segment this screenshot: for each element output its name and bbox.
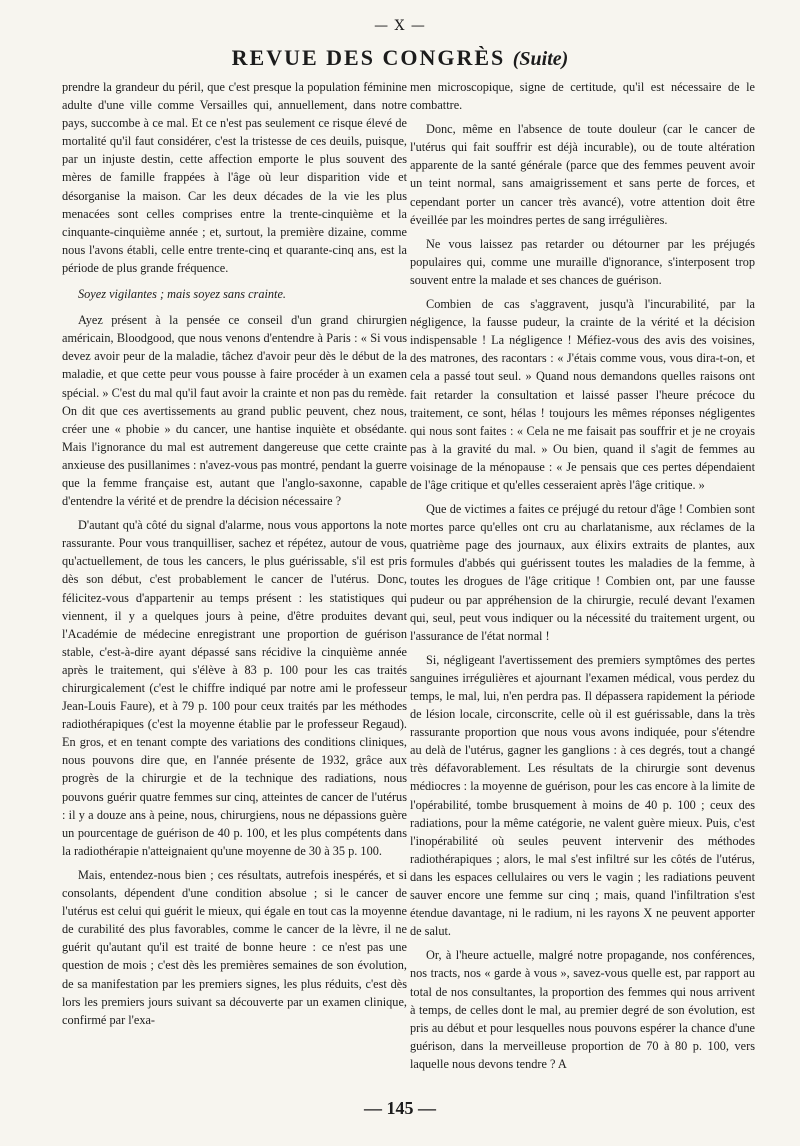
paragraph: Si, négligeant l'avertissement des premiers symptômes des pertes sanguines irrégulières et ajournant l'examen médical, vous perdez du temps, le mal, lui, n'en perdra pas. Il dépassera rapidement la période de lésion locale, circonscrite, celle où il est guérissable, dans la très rassurante proportion que nous vous avons indiquée, pour s'étendre au delà de l'utérus, gagner les ganglions : à ces degrés, tout a changé très défavorablement. Les résultats de la chirurgie sont devenus médiocres : la moyenne de guérison, pour les cas encore à la limite de l'opérabilité, tombe brusquement à moins de 40 p. 100 ; ceux des radiations, pour la même catégorie, ne valent guère mieux. Puis, c'est l'inopérabilité où seules peuvent intervenir des méthodes radiothérapiques ; alors, le mal s'est infiltré sur les côtés de l'utérus, dans les espaces cellulaires ou vers le vagin ; les radiations peuvent sauver encore une femme sur cinq ; mais, quand l'infiltration s'est étendue davantage, ni le radium, ni les rayons X ne peuvent apporter de salut. — [410, 652, 755, 939]
title-main: REVUE DES CONGRÈS — [231, 45, 506, 70]
page-number: — 145 — — [364, 1098, 436, 1118]
paragraph: D'autant qu'à côté du signal d'alarme, nous vous apportons la note rassurante. Pour vous tranquilliser, sachez et répétez, autour de vous, qu'actuellement, de tous les cancers, le plus guérissable, s'il est pris dès son début, c'est probablement le cancer de l'utérus. Donc, félicitez-vous d'appartenir au temps présent : les statistiques qui viennent, il y a quelques jours à peine, d'être produites devant l'Académie de médecine enregistrant une proportion de guérison stable, c'est-à-dire ayant dépassé sans récidive la cinquième année après le traitement, qui s'élève à 83 p. 100 pour les cas traités chirurgicalement (c'est le chiffre indiqué par notre ami le professeur Jean-Louis Faure), et à 79 p. 100 pour ceux traités par les méthodes radiothérapiques (c'est la moyenne établie par le professeur Regaud). En gros, et en tenant compte des variations des conditions cliniques, nous pouvons dire que, en l'année présente de 1932, grâce aux progrès de la chirurgie et de la technique des radiations, nous pouvons guérir quatre femmes sur cinq, atteintes de cancer de l'utérus : il y a douze ans à peine, nous, chirurgiens, nous ne dépassions guère un pourcentage de guérison de 40 p. 100, et les plus compétents dans la radiothérapie n'atteignaient qu'une moyenne de 30 à 35 p. 100. — [62, 518, 407, 858]
paragraph: men microscopique, signe de certitude, qu'il est nécessaire de le combattre. — [410, 80, 755, 113]
section-number: — X — — [374, 18, 426, 34]
paragraph: Mais, entendez-nous bien ; ces résultats, autrefois inespérés, et si consolants, dépendent d'une condition absolue ; si le cancer de l'utérus est celui qui guérit le mieux, qui égale en tout cas la moyenne de curabilité des plus favorables, comme le cancer de la lèvre, il ne guérit qu'autant qu'il est traité de bonne heure : ce n'est pas une question de mois ; c'est dès les premières semaines de son évolution, de sa manifestation par les premiers signes, les plus réduits, c'est dès lors les premiers jours suivant sa découverte par un examen clinique, confirmé par l'exa- — [62, 867, 407, 1027]
right-column — [410, 78, 755, 1090]
page-title — [0, 45, 800, 71]
paragraph: Combien de cas s'aggravent, jusqu'à l'incurabilité, par la négligence, la fausse pudeur, la crainte de la vérité et la décision indispensable ! La négligence ! Méfiez-vous des avis des voisines, des matrones, des racontars : « J'étais comme vous, vous dira-t-on, et cela a passé tout seul. » Quand nous demandons quelles raisons ont fait retarder la consultation et laissé passer l'heure précoce du traitement, ce sont, hélas ! toujours les mêmes réponses négligentes qui nous sont faites : « Cela ne me faisait pas souffrir et je ne croyais pas à la gravité du mal. » Ou bien, quand il s'agit de femmes au voisinage de la ménopause : « Je pensais que ces pertes dépendaient de l'âge critique et qu'elles cesseraient après l'âge critique. » — [410, 297, 755, 492]
paragraph: Ayez présent à la pensée ce conseil d'un grand chirurgien américain, Bloodgood, que nous venons d'entendre à Paris : « Si vous devez avoir peur de la maladie, tâchez d'avoir peur dès le début de la maladie, et que cette peur vous pousse à faire procéder à un examen spécial. » C'est du mal qu'il faut avoir la crainte et non pas du remède. On dit que ces avertissements au grand public peuvent, chez nous, créer une « phobie » du cancer, une hantise inquiète et obsédante. Mais l'ignorance du mal est autrement dangereuse que cette crainte anxieuse des pusillanimes : n'avez-vous pas montré, pendant la guerre que la femme française est, autant que l'anglo-saxonne, capable d'entendre la vérité et de prendre la décision nécessaire ? — [62, 313, 407, 509]
paragraph: Or, à l'heure actuelle, malgré notre propagande, nos conférences, nos tracts, nos « garde à vous », savez-vous quelle est, par rapport au total de nos consultantes, la proportion des femmes qui nous arrivent à temps, de celles dont le mal, au premier degré de son évolution, est pris au début et pour lesquelles nous pouvons espérer la chance d'une guérison, dans la merveilleuse proportion de 70 à 80 p. 100, vers laquelle nous devons tendre ? A — [410, 948, 755, 1071]
paragraph-motto: Soyez vigilantes ; mais soyez sans crainte. — [78, 287, 286, 302]
paragraph: Que de victimes a faites ce préjugé du retour d'âge ! Combien sont mortes parce qu'elles ont cru au charlatanisme, aux réclames de la quatrième page des journaux, aux élixirs extraits de plantes, aux formules d'abbés qui guérissent toutes les maladies de la femme, à toutes les drogues de l'âge critique ! Combien ont, par une fausse pudeur ou par appréhension de la chirurgie, reculé devant l'examen qui, seul, peut vous indiquer ou la nécessité du traitement urgent, ou l'assurance de l'état normal ! — [410, 502, 755, 643]
paragraph: Donc, même en l'absence de toute douleur (car le cancer de l'utérus qui fait souffrir est déjà incurable), ou de toute altération apparente de la santé générale (parce que des femmes peuvent avoir un teint normal, sans amaigrissement et sans perte de forces, et cependant porter un cancer très avancé), votre attention doit être éveillée par les moindres pertes de sang irrégulières. — [410, 122, 755, 227]
paragraph: prendre la grandeur du péril, que c'est presque la population féminine adulte d'une ville comme Versailles qui, annuellement, dans notre pays, succombe à ce mal. Et ce n'est pas seulement ce risque élevé de mortalité qu'il faut considérer, c'est la tristesse de ces deuils, puisque, par un injuste destin, cette affection emporte le plus souvent des mères de famille frappées à l'âge où leur disparition vide et désorganise la maison. Car les deux décades de la vie les plus menacées sont celles comprises entre la trente-cinquième et la cinquante-cinquième année ; et, surtout, la première dizaine, comme nous l'avons établi, celle entre trente-cinq et quarante-cinq ans, est la période de plus grande fréquence. — [62, 80, 407, 275]
title-suffix: (Suite) — [512, 48, 569, 70]
left-column — [62, 78, 407, 1090]
paragraph: Ne vous laissez pas retarder ou détourner par les préjugés populaires qui, comme une muraille d'ignorance, s'interposent trop souvent entre la malade et ses chances de guérison. — [410, 236, 755, 287]
